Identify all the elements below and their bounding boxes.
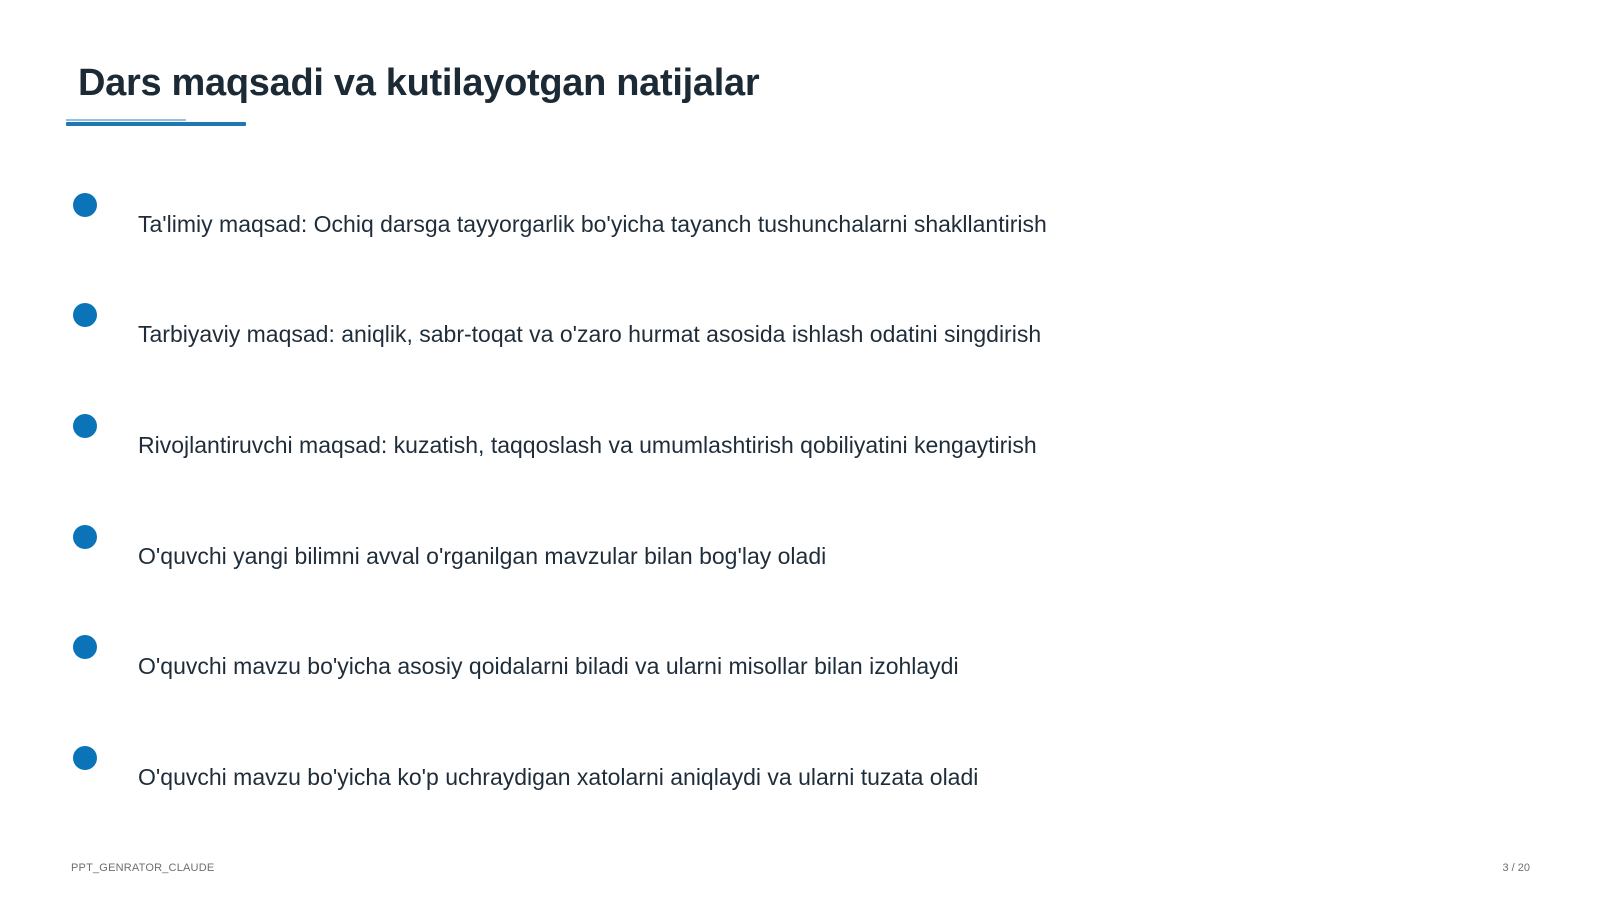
bullet-text: Ta'limiy maqsad: Ochiq darsga tayyorgarlik bo'yicha tayanch tushunchalarni shakllantirish	[138, 211, 1047, 237]
bullet-text: O'quvchi yangi bilimni avval o'rganilgan mavzular bilan bog'lay oladi	[138, 543, 827, 569]
bullet-text: O'quvchi mavzu bo'yicha ko'p uchraydigan xatolarni aniqlaydi va ularni tuzata oladi	[138, 764, 979, 790]
slide-title: Dars maqsadi va kutilayotgan natijalar	[78, 62, 760, 104]
bullet-text: Tarbiyaviy maqsad: aniqlik, sabr-toqat va o'zaro hurmat asosida ishlash odatini singdirish	[138, 321, 1042, 347]
list-item	[72, 303, 1272, 363]
bullet-dot-icon	[73, 746, 97, 770]
list-item	[72, 193, 1272, 253]
bullet-dot-icon	[73, 303, 97, 327]
page-number: 3 / 20	[1502, 862, 1530, 874]
bullet-text: O'quvchi mavzu bo'yicha asosiy qoidalarni biladi va ularni misollar bilan izohlaydi	[138, 653, 959, 679]
bullet-dot-icon	[73, 193, 97, 217]
bullet-dot-icon	[73, 635, 97, 659]
bullet-dot-icon	[73, 525, 97, 549]
bullet-text: Rivojlantiruvchi maqsad: kuzatish, taqqoslash va umumlashtirish qobiliyatini kengaytirish	[138, 432, 1037, 458]
bullet-dot-icon	[73, 414, 97, 438]
list-item	[72, 635, 1272, 695]
list-item	[72, 525, 1272, 585]
footer-source-label: PPT_GENRATOR_CLAUDE	[71, 862, 215, 874]
list-item	[72, 414, 1272, 474]
list-item	[72, 746, 1272, 806]
